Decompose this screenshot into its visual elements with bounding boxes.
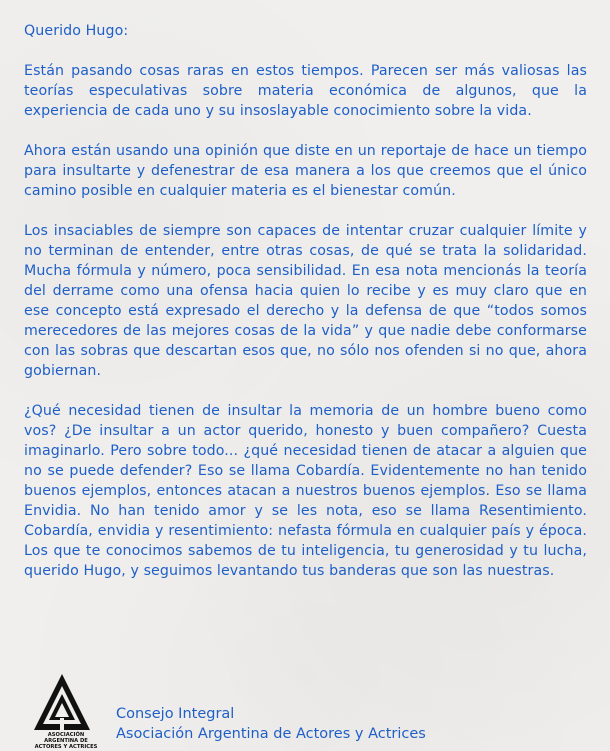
aaa-logo-text-line2: ACTORES Y ACTRICES — [34, 744, 98, 750]
letter-paragraph-1: Están pasando cosas raras en estos tiempos. Parecen ser más valiosas las teorías especulativas sobre materia económica de algunos, que la experiencia de cada uno y su insoslayable conocimiento sobre la vida. — [24, 63, 587, 119]
letter-greeting: Querido Hugo: — [24, 23, 129, 39]
signature — [116, 704, 426, 744]
letter-body — [24, 21, 587, 581]
letter-paragraph-2: Ahora están usando una opinión que diste en un reportaje de hace un tiempo para insultarte y defenestrar de esa manera a los que creemos que el único camino posible en cualquier materia es el bienestar común. — [24, 143, 587, 199]
letter-paragraph-4: ¿Qué necesidad tienen de insultar la memoria de un hombre bueno como vos? ¿De insultar a un actor querido, honesto y buen compañero? Cuesta imaginarlo. Pero sobre todo... ¿qué necesidad tienen de atacar a alguien que no se puede defender? Eso se llama Cobardía. Evidentemente no han tenido buenos ejemplos, entonces atacan a nuestros buenos ejemplos. Eso se llama Envidia. No han tenido amor y se les nota, eso se llama Resentimiento. Cobardía, envidia y resentimiento: nefasta fórmula en cualquier país y época. Los que te conocimos sabemos de tu inteligencia, tu generosidad y tu lucha, querido Hugo, y seguimos levantando tus banderas que son las nuestras. — [24, 403, 587, 579]
signature-line2: Asociación Argentina de Actores y Actrices — [116, 726, 426, 742]
aaa-logo-icon — [30, 672, 94, 732]
letter-footer — [26, 672, 586, 750]
aaa-logo — [30, 672, 98, 750]
aaa-logo-text-line1: ASOCIACIÓN ARGENTINA DE — [44, 732, 88, 744]
signature-line1: Consejo Integral — [116, 706, 235, 722]
letter-paragraph-3: Los insaciables de siempre son capaces de intentar cruzar cualquier límite y no terminan de entender, entre otras cosas, de qué se trata la solidaridad. Mucha fórmula y número, poca sensibilidad. En esa nota mencionás la teoría del derrame como una ofensa hacia quien lo recibe y es muy claro que en ese concepto está expresado el derecho y la defensa de que “todos somos merecedores de las mejores cosas de la vida” y que nadie debe conformarse con las sobras que descartan esos que, no sólo nos ofenden si no que, ahora gobiernan. — [24, 223, 587, 379]
aaa-logo-text — [30, 732, 102, 750]
